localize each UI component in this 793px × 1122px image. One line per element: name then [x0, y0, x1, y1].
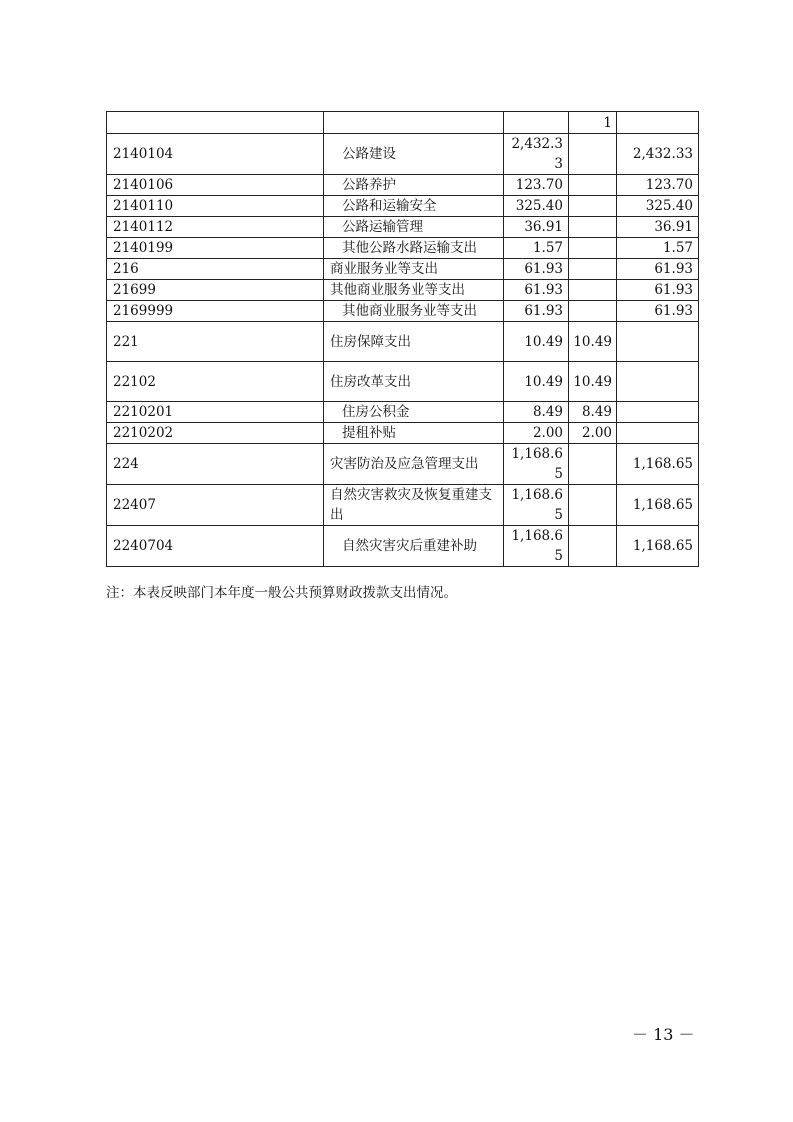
project-cell — [617, 112, 699, 134]
name-cell: 商业服务业等支出 — [324, 259, 504, 280]
basic-cell — [569, 301, 617, 322]
name-cell: 自然灾害救灾及恢复重建支出 — [324, 485, 504, 526]
project-cell: 1,168.65 — [617, 444, 699, 485]
name-cell: 住房改革支出 — [324, 362, 504, 402]
basic-cell — [569, 175, 617, 196]
project-cell — [617, 322, 699, 362]
name-cell: 公路运输管理 — [324, 217, 504, 238]
project-cell: 61.93 — [617, 259, 699, 280]
project-cell: 325.40 — [617, 196, 699, 217]
table-row — [107, 238, 699, 259]
code-cell: 2240704 — [107, 526, 324, 567]
table-row — [107, 259, 699, 280]
name-cell: 公路建设 — [324, 134, 504, 175]
code-cell — [107, 112, 324, 134]
name-cell: 住房保障支出 — [324, 322, 504, 362]
total-cell: 1,168.65 — [504, 526, 569, 567]
total-cell: 1,168.65 — [504, 444, 569, 485]
code-cell: 2140104 — [107, 134, 324, 175]
basic-cell: 1 — [569, 112, 617, 134]
total-cell: 61.93 — [504, 280, 569, 301]
total-cell: 2.00 — [504, 423, 569, 444]
name-cell: 提租补贴 — [324, 423, 504, 444]
table-row — [107, 423, 699, 444]
name-cell: 其他公路水路运输支出 — [324, 238, 504, 259]
total-cell: 36.91 — [504, 217, 569, 238]
project-cell: 61.93 — [617, 301, 699, 322]
code-cell: 22407 — [107, 485, 324, 526]
basic-cell — [569, 526, 617, 567]
basic-cell: 8.49 — [569, 402, 617, 423]
table-row — [107, 526, 699, 567]
code-cell: 2140106 — [107, 175, 324, 196]
total-cell: 1,168.65 — [504, 485, 569, 526]
table-note: 注：本表反映部门本年度一般公共预算财政拨款支出情况。 — [106, 585, 457, 601]
name-cell: 灾害防治及应急管理支出 — [324, 444, 504, 485]
table-row — [107, 280, 699, 301]
project-cell: 1,168.65 — [617, 485, 699, 526]
name-cell — [324, 112, 504, 134]
table-row — [107, 485, 699, 526]
name-cell: 其他商业服务业等支出 — [324, 280, 504, 301]
table-row — [107, 444, 699, 485]
name-cell: 自然灾害灾后重建补助 — [324, 526, 504, 567]
project-cell: 1,168.65 — [617, 526, 699, 567]
total-cell: 61.93 — [504, 301, 569, 322]
total-cell: 123.70 — [504, 175, 569, 196]
table-row — [107, 175, 699, 196]
code-cell: 216 — [107, 259, 324, 280]
code-cell: 2210201 — [107, 402, 324, 423]
table-body — [107, 112, 699, 567]
name-cell: 住房公积金 — [324, 402, 504, 423]
table-row — [107, 301, 699, 322]
basic-cell — [569, 196, 617, 217]
code-cell: 2140112 — [107, 217, 324, 238]
expenditure-table — [106, 111, 699, 567]
code-cell: 2140199 — [107, 238, 324, 259]
basic-cell — [569, 134, 617, 175]
total-cell: 10.49 — [504, 322, 569, 362]
basic-cell — [569, 238, 617, 259]
basic-cell — [569, 444, 617, 485]
code-cell: 221 — [107, 322, 324, 362]
code-cell: 2169999 — [107, 301, 324, 322]
project-cell: 123.70 — [617, 175, 699, 196]
name-cell: 其他商业服务业等支出 — [324, 301, 504, 322]
basic-cell — [569, 259, 617, 280]
basic-cell: 2.00 — [569, 423, 617, 444]
project-cell: 36.91 — [617, 217, 699, 238]
project-cell: 1.57 — [617, 238, 699, 259]
total-cell: 8.49 — [504, 402, 569, 423]
code-cell: 22102 — [107, 362, 324, 402]
table-row — [107, 196, 699, 217]
name-cell: 公路和运输安全 — [324, 196, 504, 217]
name-cell: 公路养护 — [324, 175, 504, 196]
table-row — [107, 362, 699, 402]
basic-cell: 10.49 — [569, 322, 617, 362]
project-cell — [617, 362, 699, 402]
project-cell — [617, 423, 699, 444]
project-cell: 61.93 — [617, 280, 699, 301]
project-cell: 2,432.33 — [617, 134, 699, 175]
table-row — [107, 402, 699, 423]
basic-cell: 10.49 — [569, 362, 617, 402]
basic-cell — [569, 485, 617, 526]
total-cell: 10.49 — [504, 362, 569, 402]
table-row — [107, 134, 699, 175]
code-cell: 21699 — [107, 280, 324, 301]
basic-cell — [569, 280, 617, 301]
code-cell: 224 — [107, 444, 324, 485]
total-cell: 61.93 — [504, 259, 569, 280]
page-number: － 13 － — [632, 1025, 695, 1044]
project-cell — [617, 402, 699, 423]
total-cell: 1.57 — [504, 238, 569, 259]
total-cell — [504, 112, 569, 134]
code-cell: 2210202 — [107, 423, 324, 444]
basic-cell — [569, 217, 617, 238]
table-row — [107, 112, 699, 134]
total-cell: 325.40 — [504, 196, 569, 217]
table-row — [107, 322, 699, 362]
total-cell: 2,432.33 — [504, 134, 569, 175]
code-cell: 2140110 — [107, 196, 324, 217]
table-row — [107, 217, 699, 238]
